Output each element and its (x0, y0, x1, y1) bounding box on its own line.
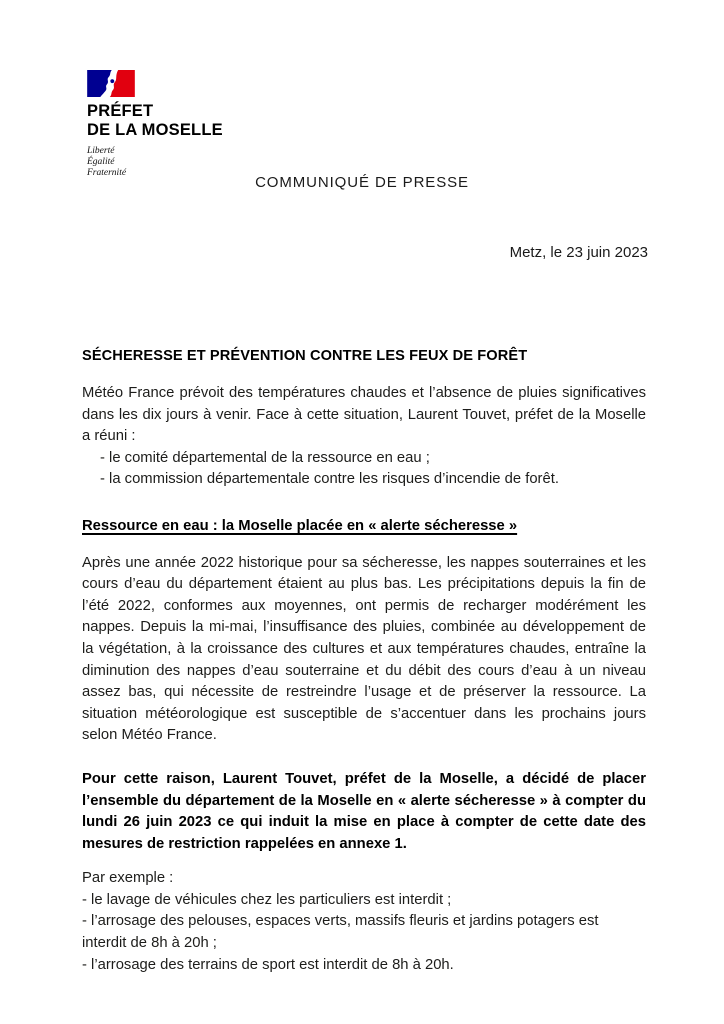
prefecture-name-line2: DE LA MOSELLE (87, 121, 223, 139)
example-item-lavage: - le lavage de véhicules chez les particuliers est interdit ; (82, 891, 452, 908)
example-item-arrosage-pelouses: - l’arrosage des pelouses, espaces verts, massifs fleuris et jardins potagers est interdit de 8h à 20h ; (82, 913, 599, 952)
motto-liberte: Liberté (87, 146, 115, 156)
decision-paragraph: Pour cette raison, Laurent Touvet, préfet de la Moselle, a décidé de placer l’ensemble du département de la Moselle en « alerte sécheresse » à compter du lundi 26 juin 2023 ce qui induit la mise en place à compter de cette date des mesures de restriction rappelées en annexe 1. (82, 770, 646, 852)
intro-paragraph: Météo France prévoit des températures chaudes et l’absence de pluies significatives dans les dix jours à venir. Face à cette situation, Laurent Touvet, préfet de la Moselle a réuni : (82, 385, 646, 445)
prefecture-logo (87, 70, 223, 179)
example-item-arrosage-terrains: - l’arrosage des terrains de sport est interdit de 8h à 20h. (82, 956, 454, 973)
examples-intro: Par exemple : (82, 870, 174, 887)
prefecture-name-line1: PRÉFET (87, 102, 154, 120)
drought-context-paragraph: Après une année 2022 historique pour sa sécheresse, les nappes souterraines et les cours d’eau du département étaient au plus bas. Les précipitations depuis la fin de l’été 2022, conformes aux moyennes, ont permis de recharger modérément les nappes. Depuis la mi-mai, l’insuffisance des pluies, combinée au développement de la végétation, à la croissance des cultures et aux températures chaudes, entraîne la diminution des nappes d’eau souterraine et du débit des cours d’eau à un niveau assez bas, qui nécessite de restreindre l’usage et de préserver la ressource. La situation météorologique est susceptible de s’accentuer dans les prochains jours selon Météo France. (82, 554, 646, 744)
section-subheading: Ressource en eau : la Moselle placée en « alerte sécheresse » (82, 517, 518, 534)
french-flag-marianne-icon (87, 70, 135, 97)
dateline: Metz, le 23 juin 2023 (509, 244, 648, 261)
motto-egalite: Égalité (87, 157, 115, 167)
document-type-heading: COMMUNIQUÉ DE PRESSE (255, 174, 469, 191)
prefecture-name (87, 102, 223, 140)
press-release-body (82, 346, 646, 976)
bullet-item-commission: - la commission départementale contre les risques d’incendie de forêt. (100, 471, 559, 488)
bullet-item-comite: - le comité départemental de la ressource en eau ; (100, 449, 430, 466)
press-release-title: SÉCHERESSE ET PRÉVENTION CONTRE LES FEUX DE FORÊT (82, 348, 528, 364)
examples-list (82, 890, 646, 976)
intro-bullet-list (82, 448, 646, 491)
motto-fraternite: Fraternité (87, 168, 127, 178)
